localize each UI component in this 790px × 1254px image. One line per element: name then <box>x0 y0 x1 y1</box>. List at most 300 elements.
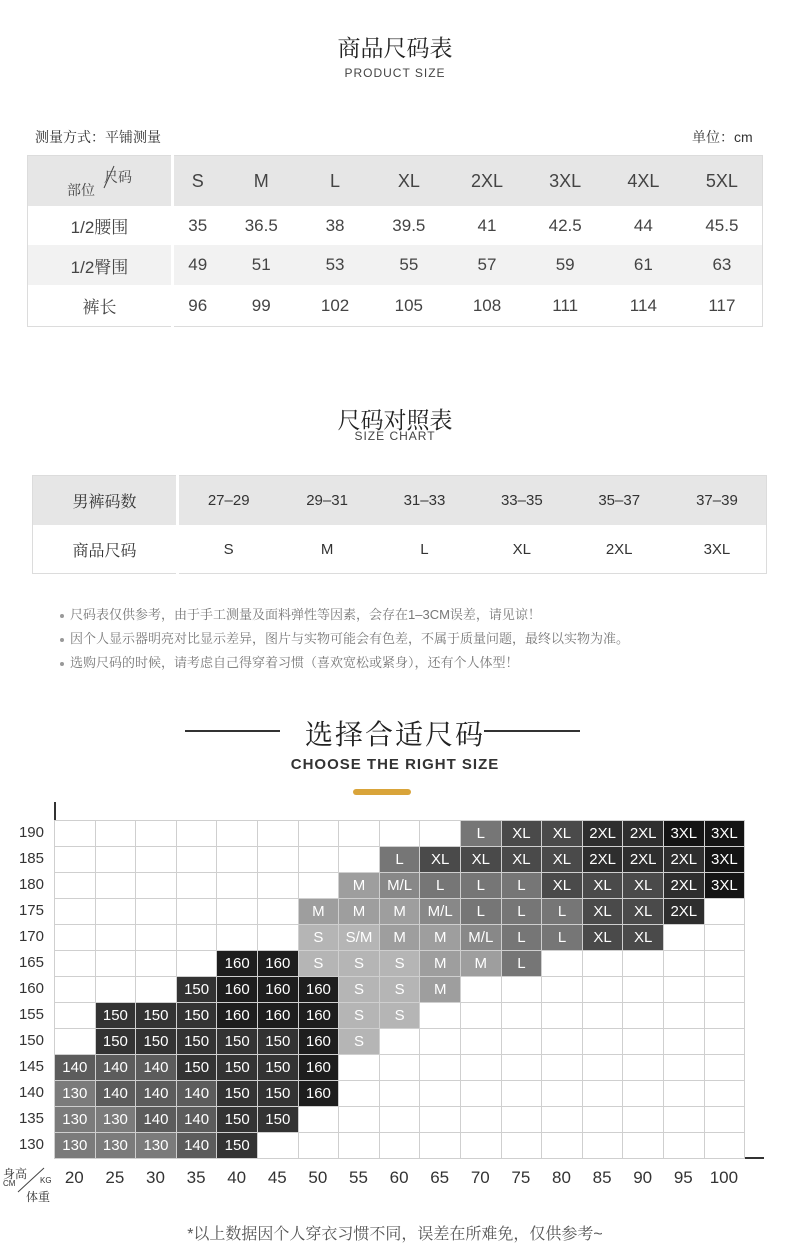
grid-cell-empty <box>95 872 137 899</box>
grid-cell-empty <box>379 1054 421 1081</box>
corner-part-label: 部位 <box>67 182 95 198</box>
grid-cell-size: 2XL <box>663 846 705 873</box>
grid-cell-size: 150 <box>176 1028 218 1055</box>
size-header-4xl: 4XL <box>605 156 682 207</box>
grid-cell-empty <box>298 820 340 847</box>
grid-cell-size: L <box>541 924 583 951</box>
grid-cell-empty <box>419 1132 461 1159</box>
grid-cell-empty <box>419 1054 461 1081</box>
grid-cell-size: 150 <box>216 1054 258 1081</box>
size-compare-table <box>32 475 767 574</box>
product-size-cell: XL <box>473 525 570 574</box>
grid-cell-empty <box>176 898 218 925</box>
product-size-cell: 3XL <box>668 525 767 574</box>
grid-cell-size: XL <box>419 846 461 873</box>
grid-cell-size: 160 <box>216 1002 258 1029</box>
grid-cell-size: 2XL <box>582 846 624 873</box>
grid-cell-size: M/L <box>379 872 421 899</box>
grid-cell-size: XL <box>460 846 502 873</box>
grid-cell-size: S <box>379 950 421 977</box>
grid-cell-size: L <box>460 820 502 847</box>
grid-cell-empty <box>419 820 461 847</box>
height-tick-label: 160 <box>18 980 44 997</box>
grid-cell-empty <box>501 1080 543 1107</box>
height-axis-label: 身高 <box>3 1167 28 1181</box>
grid-cell-empty <box>663 924 705 951</box>
grid-cell-empty <box>95 820 137 847</box>
grid-cell-empty <box>338 846 380 873</box>
grid-cell-size: 130 <box>54 1132 96 1159</box>
grid-cell-empty <box>582 1028 624 1055</box>
grid-cell-size: 3XL <box>704 820 746 847</box>
grid-cell-size: S <box>298 950 340 977</box>
table-cell: 38 <box>301 206 369 245</box>
notes-list <box>60 603 629 675</box>
size-header-m: M <box>222 156 301 207</box>
grid-cell-empty <box>54 872 96 899</box>
weight-tick-label: 70 <box>470 1168 490 1187</box>
grid-cell-empty <box>54 976 96 1003</box>
grid-cell-size: XL <box>582 898 624 925</box>
grid-cell-size: 2XL <box>663 898 705 925</box>
grid-cell-size: 130 <box>135 1132 177 1159</box>
grid-cell-empty <box>135 976 177 1003</box>
grid-cell-size: L <box>501 898 543 925</box>
size-chart-title: 尺码对照表 <box>337 407 453 433</box>
grid-cell-empty <box>257 898 299 925</box>
grid-cell-size: 3XL <box>663 820 705 847</box>
grid-cell-empty <box>54 924 96 951</box>
grid-cell-empty <box>541 1054 583 1081</box>
grid-cell-empty <box>582 1132 624 1159</box>
grid-cell-size: 3XL <box>704 846 746 873</box>
grid-cell-size: L <box>460 898 502 925</box>
weight-tick-label: 50 <box>308 1168 328 1187</box>
grid-cell-empty <box>257 1132 299 1159</box>
grid-cell-empty <box>54 846 96 873</box>
choose-size-title: 选择合适尺码 <box>304 719 485 750</box>
grid-cell-empty <box>176 820 218 847</box>
grid-cell-empty <box>501 976 543 1003</box>
grid-cell-size: 140 <box>135 1054 177 1081</box>
grid-cell-size: L <box>379 846 421 873</box>
grid-cell-empty <box>95 924 137 951</box>
grid-cell-empty <box>298 872 340 899</box>
grid-cell-size: XL <box>622 872 664 899</box>
grid-cell-size: M <box>419 924 461 951</box>
grid-cell-size: S <box>379 976 421 1003</box>
grid-cell-size: 140 <box>95 1080 137 1107</box>
table-cell: 44 <box>605 206 682 245</box>
table-cell: 59 <box>525 245 604 285</box>
size-header-l: L <box>301 156 369 207</box>
grid-cell-empty <box>216 846 258 873</box>
weight-tick-label: 20 <box>64 1168 84 1187</box>
grid-cell-empty <box>582 1054 624 1081</box>
grid-cell-size: 2XL <box>582 820 624 847</box>
grid-cell-empty <box>419 1028 461 1055</box>
grid-cell-empty <box>216 898 258 925</box>
grid-cell-empty <box>95 976 137 1003</box>
grid-cell-empty <box>704 950 746 977</box>
grid-cell-empty <box>54 1002 96 1029</box>
grid-cell-empty <box>622 1054 664 1081</box>
grid-cell-size: XL <box>501 846 543 873</box>
grid-cell-empty <box>54 1028 96 1055</box>
grid-cell-size: 140 <box>135 1080 177 1107</box>
choose-size-subtitle: CHOOSE THE RIGHT SIZE <box>290 756 500 773</box>
weight-tick-label: 100 <box>709 1168 739 1187</box>
grid-cell-size: S <box>338 976 380 1003</box>
note-item: 选购尺码的时候，请考虑自己得穿着习惯（喜欢宽松或紧身），还有个人体型！ <box>60 651 629 675</box>
note-item: 因个人显示器明亮对比显示差异，图片与实物可能会有色差，不属于质量问题，最终以实物为准。 <box>60 627 629 651</box>
grid-cell-empty <box>379 1132 421 1159</box>
waist-size-cell: 35–37 <box>571 476 668 526</box>
bullet-icon <box>60 614 64 618</box>
grid-cell-empty <box>541 1080 583 1107</box>
height-axis-unit: CM <box>3 1179 16 1188</box>
grid-cell-empty <box>501 1132 543 1159</box>
grid-cell-size: 160 <box>216 950 258 977</box>
accent-bar <box>353 789 411 795</box>
grid-cell-empty <box>704 1002 746 1029</box>
table-cell: 108 <box>449 285 526 327</box>
table-cell: 111 <box>525 285 604 327</box>
grid-cell-empty <box>663 1028 705 1055</box>
grid-cell-empty <box>54 820 96 847</box>
grid-cell-empty <box>216 820 258 847</box>
product-size-cell: 2XL <box>571 525 668 574</box>
row-label: 1/2腰围 <box>28 206 173 245</box>
grid-cell-empty <box>622 1132 664 1159</box>
size-header-5xl: 5XL <box>682 156 763 207</box>
waist-size-cell: 27–29 <box>178 476 279 526</box>
grid-cell-empty <box>176 846 218 873</box>
grid-cell-size: S <box>298 924 340 951</box>
grid-cell-size: S <box>338 1028 380 1055</box>
table-cell: 49 <box>173 245 222 285</box>
grid-cell-empty <box>704 976 746 1003</box>
grid-cell-empty <box>419 1106 461 1133</box>
grid-cell-size: 130 <box>95 1132 137 1159</box>
grid-cell-empty <box>419 1002 461 1029</box>
grid-cell-empty <box>216 872 258 899</box>
grid-cell-empty <box>501 1028 543 1055</box>
grid-cell-size: 140 <box>176 1132 218 1159</box>
grid-cell-empty <box>298 1106 340 1133</box>
grid-cell-empty <box>176 950 218 977</box>
grid-cell-empty <box>582 1080 624 1107</box>
grid-cell-size: 160 <box>298 976 340 1003</box>
weight-tick-label: 25 <box>105 1168 125 1187</box>
grid-cell-empty <box>622 976 664 1003</box>
measure-method: 测量方式：平铺测量 <box>35 129 161 145</box>
grid-cell-size: 160 <box>216 976 258 1003</box>
grid-cell-size: M/L <box>460 924 502 951</box>
table-cell: 102 <box>301 285 369 327</box>
grid-cell-size: 150 <box>216 1028 258 1055</box>
grid-cell-size: 160 <box>298 1054 340 1081</box>
grid-cell-size: L <box>501 924 543 951</box>
grid-cell-size: 160 <box>298 1002 340 1029</box>
grid-cell-size: M <box>419 976 461 1003</box>
grid-cell-empty <box>704 898 746 925</box>
grid-cell-empty <box>622 1028 664 1055</box>
table-cell: 36.5 <box>222 206 301 245</box>
grid-cell-empty <box>582 1106 624 1133</box>
grid-cell-empty <box>541 1028 583 1055</box>
height-tick-label: 140 <box>18 1084 44 1101</box>
grid-cell-empty <box>460 1132 502 1159</box>
grid-cell-empty <box>54 950 96 977</box>
grid-cell-empty <box>135 924 177 951</box>
product-size-table <box>27 155 763 327</box>
weight-tick-label: 45 <box>267 1168 287 1187</box>
grid-cell-empty <box>460 1106 502 1133</box>
grid-cell-size: 150 <box>95 1002 137 1029</box>
size-header-xl: XL <box>369 156 448 207</box>
table-cell: 42.5 <box>525 206 604 245</box>
grid-cell-empty <box>379 1028 421 1055</box>
grid-cell-size: L <box>501 950 543 977</box>
grid-cell-empty <box>379 1080 421 1107</box>
grid-cell-size: S <box>338 950 380 977</box>
grid-cell-size: XL <box>582 872 624 899</box>
table-cell: 57 <box>449 245 526 285</box>
grid-cell-empty <box>54 898 96 925</box>
grid-cell-size: 150 <box>216 1106 258 1133</box>
height-tick-label: 185 <box>18 850 44 867</box>
compare-header-label: 男裤码数 <box>33 476 178 526</box>
table-cell: 61 <box>605 245 682 285</box>
grid-cell-size: 150 <box>216 1132 258 1159</box>
grid-cell-empty <box>622 950 664 977</box>
size-header-s: S <box>173 156 222 207</box>
weight-axis-label: 体重 <box>26 1190 51 1204</box>
table-cell: 39.5 <box>369 206 448 245</box>
grid-cell-size: 160 <box>257 976 299 1003</box>
weight-tick-label: 90 <box>633 1168 653 1187</box>
grid-cell-empty <box>582 1002 624 1029</box>
grid-cell-empty <box>663 1002 705 1029</box>
grid-cell-size: XL <box>582 924 624 951</box>
size-recommendation-grid <box>54 820 744 1158</box>
table-cell: 96 <box>173 285 222 327</box>
table-cell: 51 <box>222 245 301 285</box>
row-label: 裤长 <box>28 285 173 327</box>
grid-cell-size: 160 <box>298 1080 340 1107</box>
grid-cell-size: 150 <box>135 1028 177 1055</box>
grid-cell-size: 130 <box>54 1080 96 1107</box>
grid-cell-size: 140 <box>54 1054 96 1081</box>
grid-cell-empty <box>663 950 705 977</box>
weight-tick-label: 35 <box>186 1168 206 1187</box>
grid-cell-size: M/L <box>419 898 461 925</box>
grid-cell-size: 2XL <box>663 872 705 899</box>
grid-cell-size: L <box>419 872 461 899</box>
grid-cell-empty <box>460 1054 502 1081</box>
grid-cell-empty <box>582 950 624 977</box>
grid-cell-empty <box>338 1132 380 1159</box>
grid-cell-size: L <box>501 872 543 899</box>
grid-cell-empty <box>176 872 218 899</box>
grid-cell-empty <box>95 950 137 977</box>
waist-size-cell: 29–31 <box>278 476 375 526</box>
grid-cell-size: 3XL <box>704 872 746 899</box>
grid-cell-empty <box>704 1132 746 1159</box>
grid-cell-empty <box>95 898 137 925</box>
grid-cell-empty <box>257 820 299 847</box>
weight-tick-label: 95 <box>673 1168 693 1187</box>
weight-tick-label: 65 <box>430 1168 450 1187</box>
grid-cell-size: L <box>460 872 502 899</box>
bullet-icon <box>60 662 64 666</box>
corner-header <box>28 156 173 207</box>
grid-cell-empty <box>582 976 624 1003</box>
grid-cell-size: XL <box>541 872 583 899</box>
grid-cell-size: M <box>298 898 340 925</box>
grid-cell-empty <box>501 1054 543 1081</box>
weight-tick-label: 75 <box>511 1168 531 1187</box>
grid-cell-size: XL <box>541 820 583 847</box>
grid-cell-empty <box>338 1080 380 1107</box>
grid-cell-empty <box>663 976 705 1003</box>
grid-cell-size: 150 <box>176 1002 218 1029</box>
grid-cell-empty <box>460 1002 502 1029</box>
axis-corner-label <box>0 1164 54 1204</box>
grid-cell-empty <box>541 1002 583 1029</box>
grid-cell-size: M <box>338 872 380 899</box>
grid-cell-empty <box>460 1028 502 1055</box>
grid-cell-empty <box>622 1106 664 1133</box>
grid-cell-size: M <box>379 924 421 951</box>
grid-cell-size: L <box>541 898 583 925</box>
product-size-cell: M <box>278 525 375 574</box>
grid-cell-empty <box>135 950 177 977</box>
grid-cell-empty <box>419 1080 461 1107</box>
grid-cell-empty <box>541 950 583 977</box>
grid-cell-size: S <box>338 1002 380 1029</box>
corner-size-label: 尺码 <box>104 169 132 185</box>
size-table-subtitle: PRODUCT SIZE <box>344 66 446 80</box>
weight-tick-label: 30 <box>146 1168 165 1187</box>
grid-cell-empty <box>176 924 218 951</box>
grid-cell-empty <box>663 1132 705 1159</box>
row-label: 1/2臀围 <box>28 245 173 285</box>
grid-cell-size: 150 <box>216 1080 258 1107</box>
grid-cell-empty <box>704 924 746 951</box>
grid-cell-empty <box>704 1054 746 1081</box>
grid-cell-empty <box>135 898 177 925</box>
grid-cell-empty <box>135 872 177 899</box>
height-tick-label: 135 <box>18 1110 44 1127</box>
grid-cell-empty <box>460 1080 502 1107</box>
grid-cell-empty <box>379 1106 421 1133</box>
grid-cell-size: 150 <box>176 976 218 1003</box>
table-cell: 105 <box>369 285 448 327</box>
grid-cell-empty <box>704 1080 746 1107</box>
grid-cell-empty <box>257 872 299 899</box>
height-tick-label: 190 <box>18 824 44 841</box>
grid-cell-empty <box>298 1132 340 1159</box>
grid-cell-empty <box>541 976 583 1003</box>
grid-cell-size: XL <box>541 846 583 873</box>
size-header-3xl: 3XL <box>525 156 604 207</box>
size-table-title: 商品尺码表 <box>337 35 453 61</box>
height-tick-label: 180 <box>18 876 44 893</box>
product-size-cell: L <box>376 525 473 574</box>
grid-cell-empty <box>135 846 177 873</box>
grid-cell-empty <box>216 924 258 951</box>
grid-cell-size: XL <box>622 924 664 951</box>
weight-tick-label: 55 <box>349 1168 368 1187</box>
table-cell: 53 <box>301 245 369 285</box>
size-chart-subtitle: SIZE CHART <box>354 429 436 443</box>
grid-cell-empty <box>501 1106 543 1133</box>
grid-cell-empty <box>135 820 177 847</box>
grid-cell-empty <box>663 1080 705 1107</box>
waist-size-cell: 37–39 <box>668 476 767 526</box>
grid-cell-size: M <box>379 898 421 925</box>
grid-cell-empty <box>541 1106 583 1133</box>
grid-cell-empty <box>379 820 421 847</box>
note-item: 尺码表仅供参考，由于手工测量及面料弹性等因素，会存在1–3CM误差，请见谅！ <box>60 603 629 627</box>
grid-cell-empty <box>338 820 380 847</box>
grid-cell-empty <box>298 846 340 873</box>
grid-cell-size: XL <box>501 820 543 847</box>
grid-cell-empty <box>501 1002 543 1029</box>
grid-cell-size: 150 <box>257 1106 299 1133</box>
grid-cell-size: 140 <box>95 1054 137 1081</box>
grid-cell-size: S <box>379 1002 421 1029</box>
grid-cell-empty <box>338 1106 380 1133</box>
grid-cell-size: 130 <box>95 1106 137 1133</box>
grid-cell-size: 140 <box>135 1106 177 1133</box>
grid-cell-empty <box>704 1106 746 1133</box>
weight-tick-label: 60 <box>389 1168 409 1187</box>
grid-cell-size: 160 <box>298 1028 340 1055</box>
height-tick-label: 165 <box>18 954 44 971</box>
grid-cell-empty <box>257 846 299 873</box>
footer-note: *以上数据因个人穿衣习惯不同，误差在所难免，仅供参考~ <box>187 1226 603 1243</box>
grid-cell-size: 140 <box>176 1080 218 1107</box>
table-cell: 117 <box>682 285 763 327</box>
height-tick-label: 130 <box>18 1136 44 1153</box>
grid-cell-empty <box>541 1132 583 1159</box>
grid-cell-empty <box>257 924 299 951</box>
diagonal-divider <box>28 156 171 206</box>
grid-cell-empty <box>460 976 502 1003</box>
table-cell: 45.5 <box>682 206 763 245</box>
grid-cell-size: 160 <box>257 1002 299 1029</box>
table-cell: 35 <box>173 206 222 245</box>
size-header-2xl: 2XL <box>449 156 526 207</box>
height-tick-label: 145 <box>18 1058 44 1075</box>
grid-cell-size: M <box>338 898 380 925</box>
product-size-cell: S <box>178 525 279 574</box>
grid-cell-size: 150 <box>135 1002 177 1029</box>
grid-cell-empty <box>704 1028 746 1055</box>
height-tick-label: 170 <box>18 928 44 945</box>
bullet-icon <box>60 638 64 642</box>
grid-cell-size: M <box>419 950 461 977</box>
table-cell: 114 <box>605 285 682 327</box>
grid-cell-size: 160 <box>257 950 299 977</box>
table-cell: 55 <box>369 245 448 285</box>
grid-cell-size: M <box>460 950 502 977</box>
height-tick-label: 150 <box>18 1032 44 1049</box>
waist-size-cell: 31–33 <box>376 476 473 526</box>
